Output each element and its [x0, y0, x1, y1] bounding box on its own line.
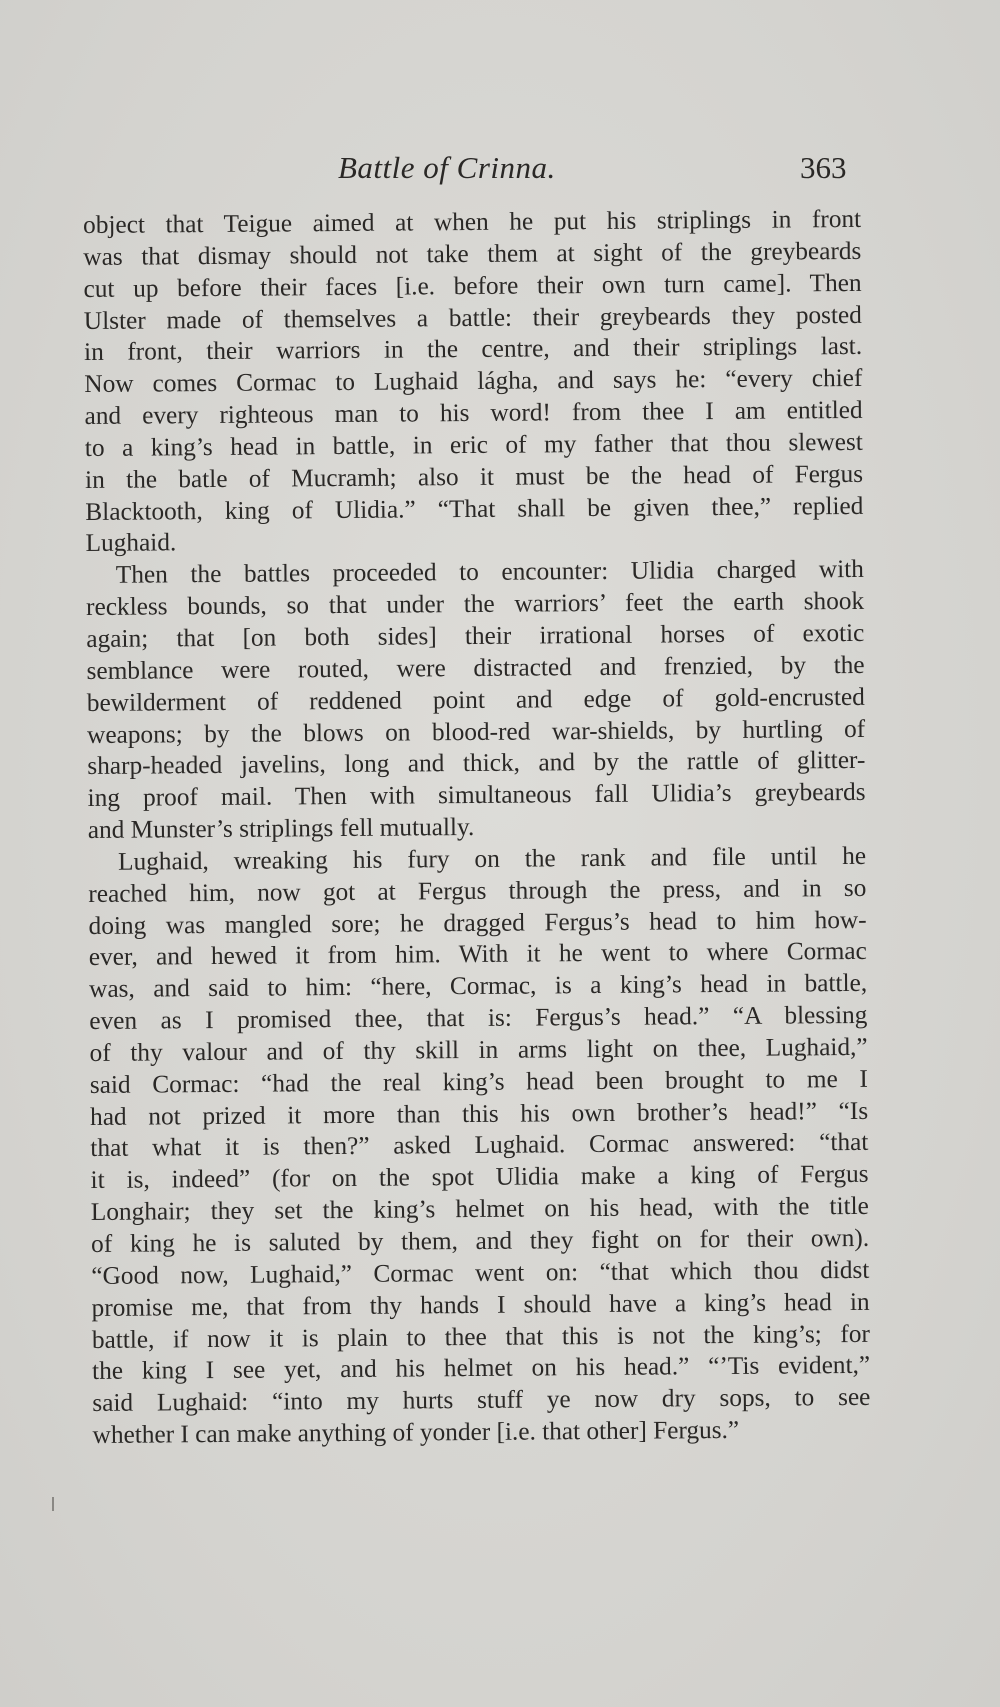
text-line: and every righteous man to his word! from thee I am entitled [84, 395, 863, 431]
text-line: of thy valour and of thy skill in arms light on thee, Lughaid,” [89, 1032, 868, 1067]
text-line: battle, if now it is plain to thee that this is not the king’s; for [91, 1319, 870, 1354]
page-number: 363 [800, 150, 847, 185]
paragraph [88, 841, 871, 1452]
text-line: Ulster made of themselves a battle: their greybeards they posted [83, 300, 862, 335]
text-line: “Good now, Lughaid,” Cormac went on: “that which thou didst [91, 1255, 870, 1290]
text-line: weapons; by the blows on blood-red war-shields, by hurtling of [87, 714, 866, 749]
text-line: sharp-headed javelins, long and thick, and by the rattle of glitter- [87, 746, 866, 781]
text-line: said Lughaid: “into my hurts stuff ye now dry sops, to see [92, 1383, 871, 1418]
text-line: of king he is saluted by them, and they fight on for their own). [91, 1223, 870, 1258]
body-text [83, 204, 871, 1452]
text-line: reckless bounds, so that under the warriors’ feet the earth shook [86, 587, 865, 622]
text-line: was that dismay should not take them at sight of the greybeards [83, 236, 862, 271]
text-line: Lughaid, wreaking his fury on the rank and file until he [118, 841, 867, 876]
text-line: whether I can make anything of yonder [i.e. that other] Fergus.” [92, 1415, 740, 1450]
text-line: had not prized it more than this his own brother’s head!” “Is [90, 1096, 869, 1131]
text-line: Longhair; they set the king’s helmet on his head, with the title [90, 1192, 869, 1227]
text-line: cut up before their faces [i.e. before their own turn came]. Then [83, 268, 862, 303]
text-line: Then the battles proceeded to encounter: Ulidia charged with [115, 555, 864, 590]
text-line: in the batle of Mucramh; also it must be the head of Fergus [85, 459, 864, 494]
text-line: said Cormac: “had the real king’s head been brought to me I [89, 1064, 868, 1099]
text-line: ing proof mail. Then with simultaneous fall Ulidia’s greybeards [87, 778, 866, 813]
text-line: that what it is then?” asked Lughaid. Cormac answered: “that [90, 1128, 869, 1163]
margin-mark [52, 1497, 54, 1511]
text-line: to a king’s head in battle, in eric of my father that thou slewest [84, 427, 863, 462]
text-line: again; that [on both sides] their irrational horses of exotic [86, 618, 865, 653]
running-title: Battle of Crinna. [338, 150, 556, 185]
text-line: in front, their warriors in the centre, and their striplings last. [84, 332, 863, 367]
text-line: it is, indeed” (for on the spot Ulidia make a king of Fergus [90, 1160, 869, 1195]
text-line: semblance were routed, were distracted and frenzied, by the [86, 650, 865, 685]
text-line: bewilderment of reddened point and edge of gold-encrusted [86, 682, 865, 717]
page-header [0, 150, 1000, 190]
paragraph [83, 204, 864, 560]
text-line: promise me, that from thy hands I should have a king’s head in [91, 1287, 870, 1322]
text-line: Blacktooth, king of Ulidia.” “That shall be given thee,” replied [85, 491, 864, 526]
text-line: the king I see yet, and his helmet on his head.” “’Tis evident,” [92, 1351, 871, 1386]
text-line: even as I promised thee, that is: Fergus’s head.” “A blessing [89, 1000, 868, 1036]
text-line: Lughaid. [85, 528, 177, 558]
text-line: was, and said to him: “here, Cormac, is a king’s head in battle, [89, 969, 868, 1004]
text-line: and Munster’s striplings fell mutually. [87, 812, 475, 845]
text-line: object that Teigue aimed at when he put his striplings in front [83, 204, 862, 239]
text-line: Now comes Cormac to Lughaid lágha, and says he: “every chief [84, 364, 863, 399]
text-line: reached him, now got at Fergus through the press, and in so [88, 873, 867, 908]
text-line: doing was mangled sore; he dragged Fergus’s head to him how- [88, 905, 867, 940]
paragraph [86, 554, 866, 847]
text-line: ever, and hewed it from him. With it he went to where Cormac [88, 937, 867, 972]
